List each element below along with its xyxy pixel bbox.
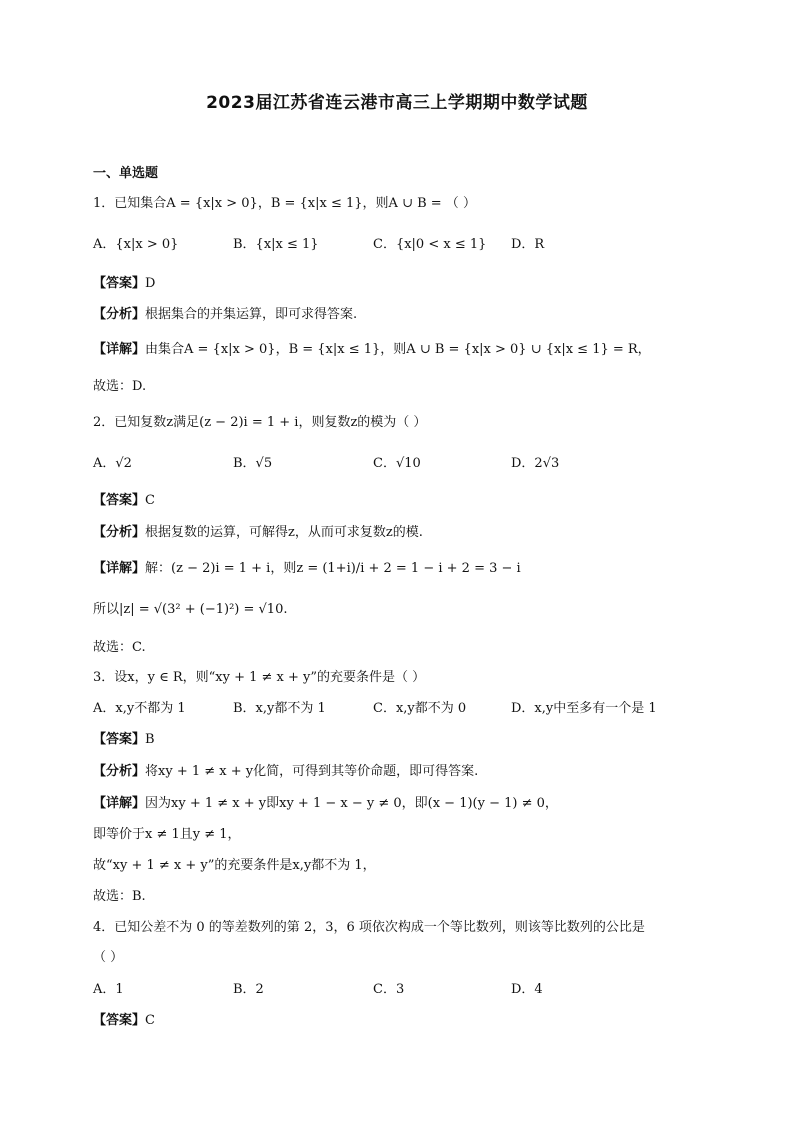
equiv-line: 即等价于x ≠ 1且y ≠ 1， <box>93 827 241 842</box>
option-d: D．R <box>511 237 545 252</box>
detail-line <box>93 792 714 811</box>
detail-line <box>93 338 714 357</box>
answer-line <box>93 1009 714 1028</box>
option-b: B．2 <box>233 982 264 997</box>
detail-text: 因为xy + 1 ≠ x + y即xy + 1 − x − y ≠ 0，即(x − 1)(y − 1) ≠ 0， <box>145 796 558 811</box>
question-1-stem: 1．已知集合A = {x|x > 0}，B = {x|x ≤ 1}，则A ∪ B = （ ） <box>93 196 476 211</box>
option-c: C．3 <box>373 982 405 997</box>
answer-tag: 【答案】 <box>93 1013 146 1028</box>
detail-tag: 【详解】 <box>93 796 146 811</box>
page-title: 2023届江苏省连云港市高三上学期期中数学试题 <box>206 93 588 113</box>
detail-tag: 【详解】 <box>93 342 146 357</box>
analysis-line <box>93 760 714 779</box>
option-b: B．{x|x ≤ 1} <box>233 237 319 252</box>
analysis-tag: 【分析】 <box>93 525 146 540</box>
detail-line <box>93 557 714 576</box>
choose-line: 故选：B. <box>93 889 146 904</box>
analysis-line <box>93 303 714 322</box>
question-3-stem: 3．设x，y ∈ R，则“xy + 1 ≠ x + y”的充要条件是（ ） <box>93 670 426 685</box>
answer-tag: 【答案】 <box>93 732 146 747</box>
detail-tag: 【详解】 <box>93 561 146 576</box>
option-a: A．1 <box>93 982 124 997</box>
answer-tag: 【答案】 <box>93 493 146 508</box>
analysis-text: 根据复数的运算，可解得z，从而可求复数z的模. <box>145 525 423 540</box>
option-a: A．x,y不都为 1 <box>93 701 186 716</box>
answer-value: C <box>145 1013 155 1028</box>
answer-tag: 【答案】 <box>93 276 146 291</box>
detail-text: 解：(z − 2)i = 1 + i，则z = (1+i)/i + 2 = 1 − i + 2 = 3 − i <box>145 561 521 576</box>
answer-line <box>93 728 714 747</box>
analysis-tag: 【分析】 <box>93 764 146 779</box>
analysis-line <box>93 521 714 540</box>
section-heading: 一、单选题 <box>93 166 159 181</box>
option-d: D．x,y中至多有一个是 1 <box>511 701 657 716</box>
option-b: B．√5 <box>233 456 273 471</box>
so-line: 所以|z| = √(3² + (−1)²) = √10. <box>93 602 288 617</box>
option-d: D．2√3 <box>511 456 560 471</box>
option-c: C．√10 <box>373 456 421 471</box>
question-2-stem: 2．已知复数z满足(z − 2)i = 1 + i，则复数z的模为（ ） <box>93 415 427 430</box>
option-a: A．√2 <box>93 456 132 471</box>
so-line: 故“xy + 1 ≠ x + y”的充要条件是x,y都不为 1， <box>93 858 376 873</box>
option-b: B．x,y都不为 1 <box>233 701 326 716</box>
analysis-tag: 【分析】 <box>93 307 146 322</box>
choose-line: 故选：C. <box>93 640 146 655</box>
analysis-text: 根据集合的并集运算，即可求得答案. <box>145 307 358 322</box>
option-a: A．{x|x > 0} <box>93 237 179 252</box>
answer-value: B <box>145 732 155 747</box>
option-c: C．x,y都不为 0 <box>373 701 467 716</box>
option-c: C．{x|0 < x ≤ 1} <box>373 237 487 252</box>
answer-line <box>93 272 714 291</box>
answer-line <box>93 489 714 508</box>
answer-value: C <box>145 493 155 508</box>
answer-value: D <box>145 276 156 291</box>
question-4-stem-continued: （ ） <box>93 950 124 965</box>
choose-line: 故选：D. <box>93 379 147 394</box>
analysis-text: 将xy + 1 ≠ x + y化简，可得到其等价命题，即可得答案. <box>145 764 479 779</box>
detail-text: 由集合A = {x|x > 0}，B = {x|x ≤ 1}，则A ∪ B = {x|x > 0} ∪ {x|x ≤ 1} = R， <box>145 342 651 357</box>
option-d: D．4 <box>511 982 543 997</box>
question-4-stem: 4．已知公差不为 0 的等差数列的第 2，3，6 项依次构成一个等比数列，则该等比数列的公比是 <box>93 920 645 935</box>
